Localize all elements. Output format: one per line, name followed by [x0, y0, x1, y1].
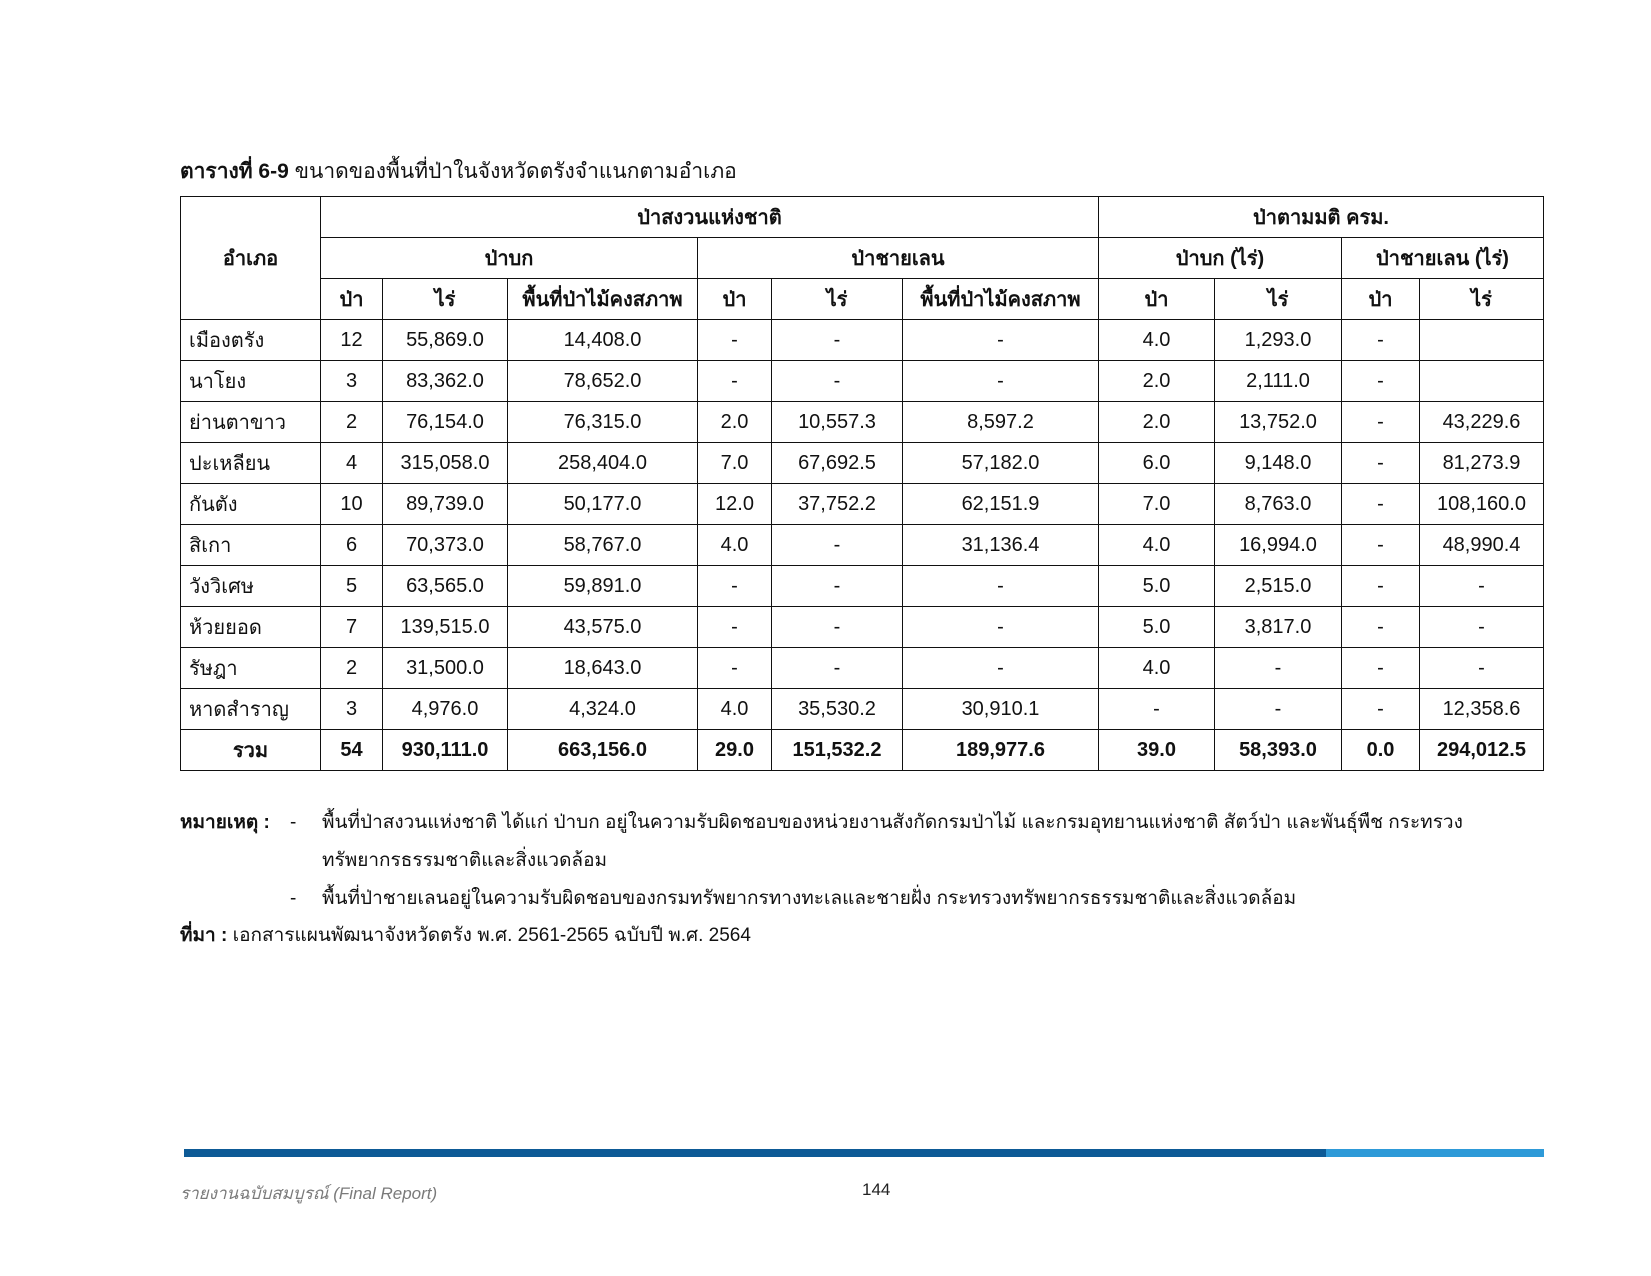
total-cell: 0.0 — [1342, 730, 1420, 771]
footer-report-name: รายงานฉบับสมบูรณ์ (Final Report) — [180, 1184, 438, 1203]
table-cell: 67,692.5 — [772, 443, 903, 484]
table-cell: 7.0 — [698, 443, 772, 484]
table-cell: 76,315.0 — [508, 402, 698, 443]
district-name-cell: สิเกา — [181, 525, 321, 566]
total-cell: 54 — [321, 730, 383, 771]
table-cell: 8,763.0 — [1215, 484, 1342, 525]
source-line — [180, 920, 751, 950]
header-leaf: พื้นที่ป่าไม้คงสภาพ — [508, 279, 698, 320]
table-row — [181, 361, 1544, 402]
table-cell: 4.0 — [698, 689, 772, 730]
table-cell: - — [1342, 402, 1420, 443]
table-cell: - — [903, 320, 1099, 361]
table-cell: - — [698, 607, 772, 648]
table-cell: 37,752.2 — [772, 484, 903, 525]
source-text: เอกสารแผนพัฒนาจังหวัดตรัง พ.ศ. 2561-2565 ฉบับปี พ.ศ. 2564 — [227, 925, 751, 946]
footer-bar-light — [1326, 1149, 1544, 1157]
table-row — [181, 484, 1544, 525]
table-cell: 83,362.0 — [383, 361, 508, 402]
header-leaf: ป่า — [698, 279, 772, 320]
table-cell: 50,177.0 — [508, 484, 698, 525]
total-cell: 151,532.2 — [772, 730, 903, 771]
total-cell: 29.0 — [698, 730, 772, 771]
table-cell: 12.0 — [698, 484, 772, 525]
table-cell: 315,058.0 — [383, 443, 508, 484]
table-cell: - — [1420, 566, 1544, 607]
table-cell: 8,597.2 — [903, 402, 1099, 443]
table-cell: 7 — [321, 607, 383, 648]
header-cabinet-mangrove: ป่าชายเลน (ไร่) — [1342, 238, 1544, 279]
table-cell: - — [772, 648, 903, 689]
table-cell: 4 — [321, 443, 383, 484]
table-cell: - — [698, 320, 772, 361]
table-cell — [1420, 361, 1544, 402]
table-cell: - — [1342, 525, 1420, 566]
table-cell: 10,557.3 — [772, 402, 903, 443]
district-name-cell: เมืองตรัง — [181, 320, 321, 361]
table-cell: 16,994.0 — [1215, 525, 1342, 566]
total-cell: 39.0 — [1099, 730, 1215, 771]
table-cell: 13,752.0 — [1215, 402, 1342, 443]
note-text: พื้นที่ป่าชายเลนอยู่ในความรับผิดชอบของกรมทรัพยากรทางทะเลและชายฝั่ง กระทรวงทรัพยากรธรรมชาติและสิ่งแวดล้อม — [322, 888, 1297, 909]
table-cell: 35,530.2 — [772, 689, 903, 730]
table-cell: - — [1342, 320, 1420, 361]
table-cell: 30,910.1 — [903, 689, 1099, 730]
table-cell: - — [1342, 566, 1420, 607]
district-name-cell: นาโยง — [181, 361, 321, 402]
header-leaf: ป่า — [1342, 279, 1420, 320]
table-cell: 89,739.0 — [383, 484, 508, 525]
header-leaf: พื้นที่ป่าไม้คงสภาพ — [903, 279, 1099, 320]
forest-area-table — [180, 196, 1544, 771]
table-row — [181, 607, 1544, 648]
table-cell: 4,976.0 — [383, 689, 508, 730]
table-cell: 43,229.6 — [1420, 402, 1544, 443]
header-mangrove-forest: ป่าชายเลน — [698, 238, 1099, 279]
table-cell: 7.0 — [1099, 484, 1215, 525]
total-cell: 294,012.5 — [1420, 730, 1544, 771]
table-cell: 58,767.0 — [508, 525, 698, 566]
header-cabinet-resolution-forest: ป่าตามมติ ครม. — [1099, 197, 1544, 238]
total-label-cell: รวม — [181, 730, 321, 771]
table-row — [181, 525, 1544, 566]
note-item — [180, 880, 1540, 918]
header-leaf: ป่า — [321, 279, 383, 320]
table-cell: 2,515.0 — [1215, 566, 1342, 607]
note-bullet: - — [290, 888, 297, 909]
table-cell: 31,500.0 — [383, 648, 508, 689]
table-cell: 3,817.0 — [1215, 607, 1342, 648]
table-row — [181, 648, 1544, 689]
header-leaf: ไร่ — [772, 279, 903, 320]
footer-bar-dark — [184, 1149, 1326, 1157]
table-cell: - — [903, 566, 1099, 607]
district-name-cell: วังวิเศษ — [181, 566, 321, 607]
header-leaf: ไร่ — [1215, 279, 1342, 320]
table-cell: - — [1215, 648, 1342, 689]
table-caption — [180, 158, 737, 186]
page-number: 144 — [862, 1180, 891, 1199]
table-cell: - — [698, 566, 772, 607]
total-row — [181, 730, 1544, 771]
table-cell: - — [1342, 689, 1420, 730]
table-cell: 78,652.0 — [508, 361, 698, 402]
table-cell: - — [772, 361, 903, 402]
header-leaf: ไร่ — [1420, 279, 1544, 320]
note-item — [180, 804, 1540, 880]
header-leaf: ป่า — [1099, 279, 1215, 320]
table-cell: 12 — [321, 320, 383, 361]
table-cell: 59,891.0 — [508, 566, 698, 607]
table-cell: 76,154.0 — [383, 402, 508, 443]
table-cell: 2.0 — [698, 402, 772, 443]
header-leaf: ไร่ — [383, 279, 508, 320]
table-cell: 14,408.0 — [508, 320, 698, 361]
header-district: อำเภอ — [181, 197, 321, 320]
table-cell: 12,358.6 — [1420, 689, 1544, 730]
table-cell: - — [772, 525, 903, 566]
source-label: ที่มา : — [180, 925, 228, 946]
table-row — [181, 566, 1544, 607]
header-cabinet-land-forest: ป่าบก (ไร่) — [1099, 238, 1342, 279]
table-number: ตารางที่ 6-9 — [180, 160, 289, 183]
table-cell: 6.0 — [1099, 443, 1215, 484]
header-land-forest: ป่าบก — [321, 238, 698, 279]
table-cell: 10 — [321, 484, 383, 525]
table-cell: - — [772, 320, 903, 361]
table-cell: - — [1342, 648, 1420, 689]
table-cell: 18,643.0 — [508, 648, 698, 689]
total-cell: 58,393.0 — [1215, 730, 1342, 771]
table-row — [181, 443, 1544, 484]
table-cell: - — [903, 648, 1099, 689]
table-cell: 108,160.0 — [1420, 484, 1544, 525]
table-cell: - — [772, 566, 903, 607]
table-cell: 70,373.0 — [383, 525, 508, 566]
table-cell: - — [698, 648, 772, 689]
table-cell: - — [1342, 484, 1420, 525]
district-name-cell: ปะเหลียน — [181, 443, 321, 484]
table-cell: 4.0 — [1099, 525, 1215, 566]
table-cell: 62,151.9 — [903, 484, 1099, 525]
leaf-header-row — [181, 279, 1544, 320]
table-cell: 4.0 — [698, 525, 772, 566]
total-cell: 663,156.0 — [508, 730, 698, 771]
table-cell: 55,869.0 — [383, 320, 508, 361]
table-cell: 139,515.0 — [383, 607, 508, 648]
notes-label: หมายเหตุ : — [180, 812, 270, 833]
table-cell: 6 — [321, 525, 383, 566]
table-cell: - — [772, 607, 903, 648]
note-bullet: - — [290, 812, 297, 833]
table-cell: - — [1342, 443, 1420, 484]
table-cell: 5 — [321, 566, 383, 607]
table-cell: 31,136.4 — [903, 525, 1099, 566]
table-cell: 1,293.0 — [1215, 320, 1342, 361]
table-row — [181, 402, 1544, 443]
district-name-cell: ย่านตาขาว — [181, 402, 321, 443]
table-title: ขนาดของพื้นที่ป่าในจังหวัดตรังจำแนกตามอำเภอ — [288, 160, 737, 183]
table-cell: 57,182.0 — [903, 443, 1099, 484]
table-cell: 258,404.0 — [508, 443, 698, 484]
table-cell: - — [1215, 689, 1342, 730]
table-cell: 9,148.0 — [1215, 443, 1342, 484]
table-cell: 5.0 — [1099, 566, 1215, 607]
table-cell: - — [903, 607, 1099, 648]
table-cell: 48,990.4 — [1420, 525, 1544, 566]
table-row — [181, 320, 1544, 361]
table-cell: 3 — [321, 689, 383, 730]
table-cell: 4.0 — [1099, 648, 1215, 689]
header-national-reserved-forest: ป่าสงวนแห่งชาติ — [321, 197, 1099, 238]
district-name-cell: หาดสำราญ — [181, 689, 321, 730]
table-cell: 2,111.0 — [1215, 361, 1342, 402]
district-name-cell: กันตัง — [181, 484, 321, 525]
table-cell: 4,324.0 — [508, 689, 698, 730]
table-cell: - — [1342, 607, 1420, 648]
district-name-cell: รัษฎา — [181, 648, 321, 689]
table-cell: - — [903, 361, 1099, 402]
table-cell: - — [1420, 648, 1544, 689]
table-cell: 4.0 — [1099, 320, 1215, 361]
table-cell: - — [698, 361, 772, 402]
table-cell: 63,565.0 — [383, 566, 508, 607]
table-cell: - — [1099, 689, 1215, 730]
table-cell: - — [1420, 607, 1544, 648]
note-text: พื้นที่ป่าสงวนแห่งชาติ ได้แก่ ป่าบก อยู่ในความรับผิดชอบของหน่วยงานสังกัดกรมป่าไม้ และกรมอุทยานแห่งชาติ สัตว์ป่า และพันธุ์พืช กระทรวงทรัพยากรธรรมชาติและสิ่งแวดล้อม — [322, 812, 1463, 871]
table-cell: 2.0 — [1099, 361, 1215, 402]
table-body — [181, 320, 1544, 771]
table-cell: - — [1342, 361, 1420, 402]
footer-divider-bar — [184, 1149, 1544, 1157]
table-cell: 43,575.0 — [508, 607, 698, 648]
table-cell: 5.0 — [1099, 607, 1215, 648]
table-cell: 81,273.9 — [1420, 443, 1544, 484]
table-cell: 2 — [321, 648, 383, 689]
table-cell — [1420, 320, 1544, 361]
table-cell: 2 — [321, 402, 383, 443]
total-cell: 189,977.6 — [903, 730, 1099, 771]
notes-section — [180, 804, 1540, 918]
table-cell: 3 — [321, 361, 383, 402]
total-cell: 930,111.0 — [383, 730, 508, 771]
table-row — [181, 689, 1544, 730]
district-name-cell: ห้วยยอด — [181, 607, 321, 648]
table-cell: 2.0 — [1099, 402, 1215, 443]
